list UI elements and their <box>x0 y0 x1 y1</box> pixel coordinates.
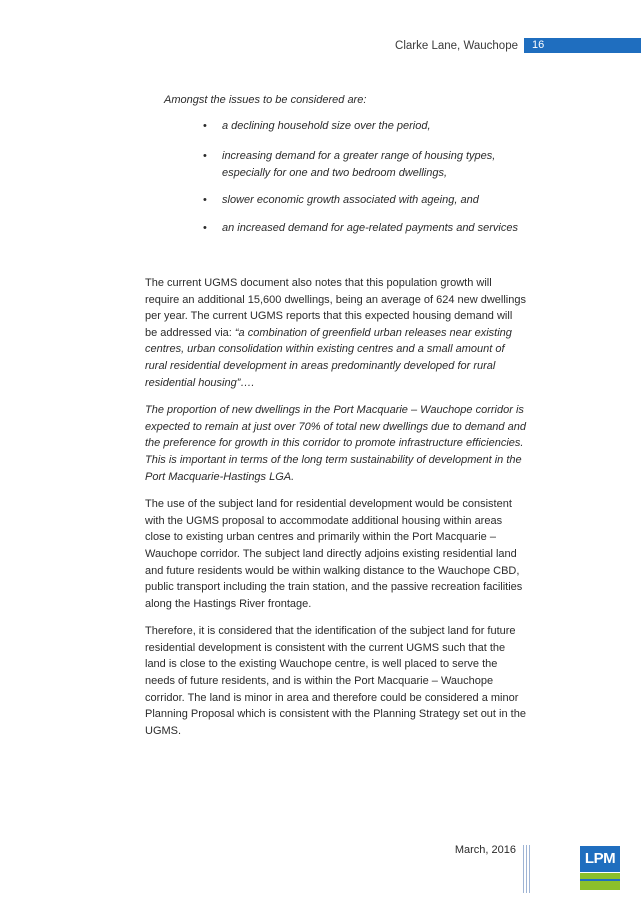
bullet-icon: • <box>203 120 207 132</box>
body-text <box>145 275 527 750</box>
bullet-icon: • <box>203 222 207 234</box>
list-item <box>203 148 522 181</box>
paragraph: The proportion of new dwellings in the Port Macquarie – Wauchope corridor is expected to remain at just over 70% of total new dwellings due to demand and the preference for growth in this corridor to promote infrastructure efficiencies. This is important in terms of the long term sustainability of development in the Port Macquarie-Hastings LGA. <box>145 404 526 483</box>
bullet-icon: • <box>203 194 207 206</box>
paragraph: Therefore, it is considered that the identification of the subject land for future residential development is consistent with the current UGMS such that the land is close to the existing Wauchope centre, is well placed to serve the needs of future residents, and is within the Port Macquarie – Wauchope corridor. The land is minor in area and therefore could be considered a minor Planning Proposal which is consistent with the Planning Strategy set out in the UGMS. <box>145 625 526 737</box>
footer-date: March, 2016 <box>454 844 516 856</box>
list-item <box>203 220 522 237</box>
header-title: Clarke Lane, Wauchope <box>395 40 518 52</box>
lpm-logo <box>580 846 620 890</box>
logo-stripe <box>580 873 620 890</box>
bullet-icon: • <box>203 150 207 162</box>
paragraph <box>145 275 527 391</box>
page-number: 16 <box>532 39 545 51</box>
list-item-text: an increased demand for age-related payments and services <box>222 222 518 234</box>
paragraph-text: The current UGMS document also notes that this population growth will require an additional 15,600 dwellings, being an average of 624 new dwellings per year. The current UGMS reports that this expected housing demand will be addressed via: <box>145 277 526 339</box>
footer-divider <box>523 845 533 893</box>
quote-text: “a combination of greenfield urban releases near existing centres, urban consolidation within existing centres and a small amount of rural residential development in areas predominantly developed for rural residential housing”…. <box>145 326 512 389</box>
list-item-text: a declining household size over the period, <box>222 120 431 132</box>
list-item-text: slower economic growth associated with ageing, and <box>222 194 479 206</box>
list-item-text: increasing demand for a greater range of housing types, especially for one and two bedroom dwellings, <box>222 150 496 179</box>
list-item <box>203 118 522 135</box>
paragraph: The use of the subject land for residential development would be consistent with the UGMS proposal to accommodate additional housing within areas close to existing urban centres and primarily within the Port Macquarie – Wauchope corridor. The subject land directly adjoins existing residential land and future residents would be within walking distance to the Wauchope CBD, public transport including the train station, and the passive recreation facilities along the Hastings River frontage. <box>145 498 523 610</box>
list-item <box>203 192 522 209</box>
intro-text: Amongst the issues to be considered are: <box>164 94 367 106</box>
header-page-bar <box>524 38 641 53</box>
logo-text: LPM <box>580 846 620 872</box>
